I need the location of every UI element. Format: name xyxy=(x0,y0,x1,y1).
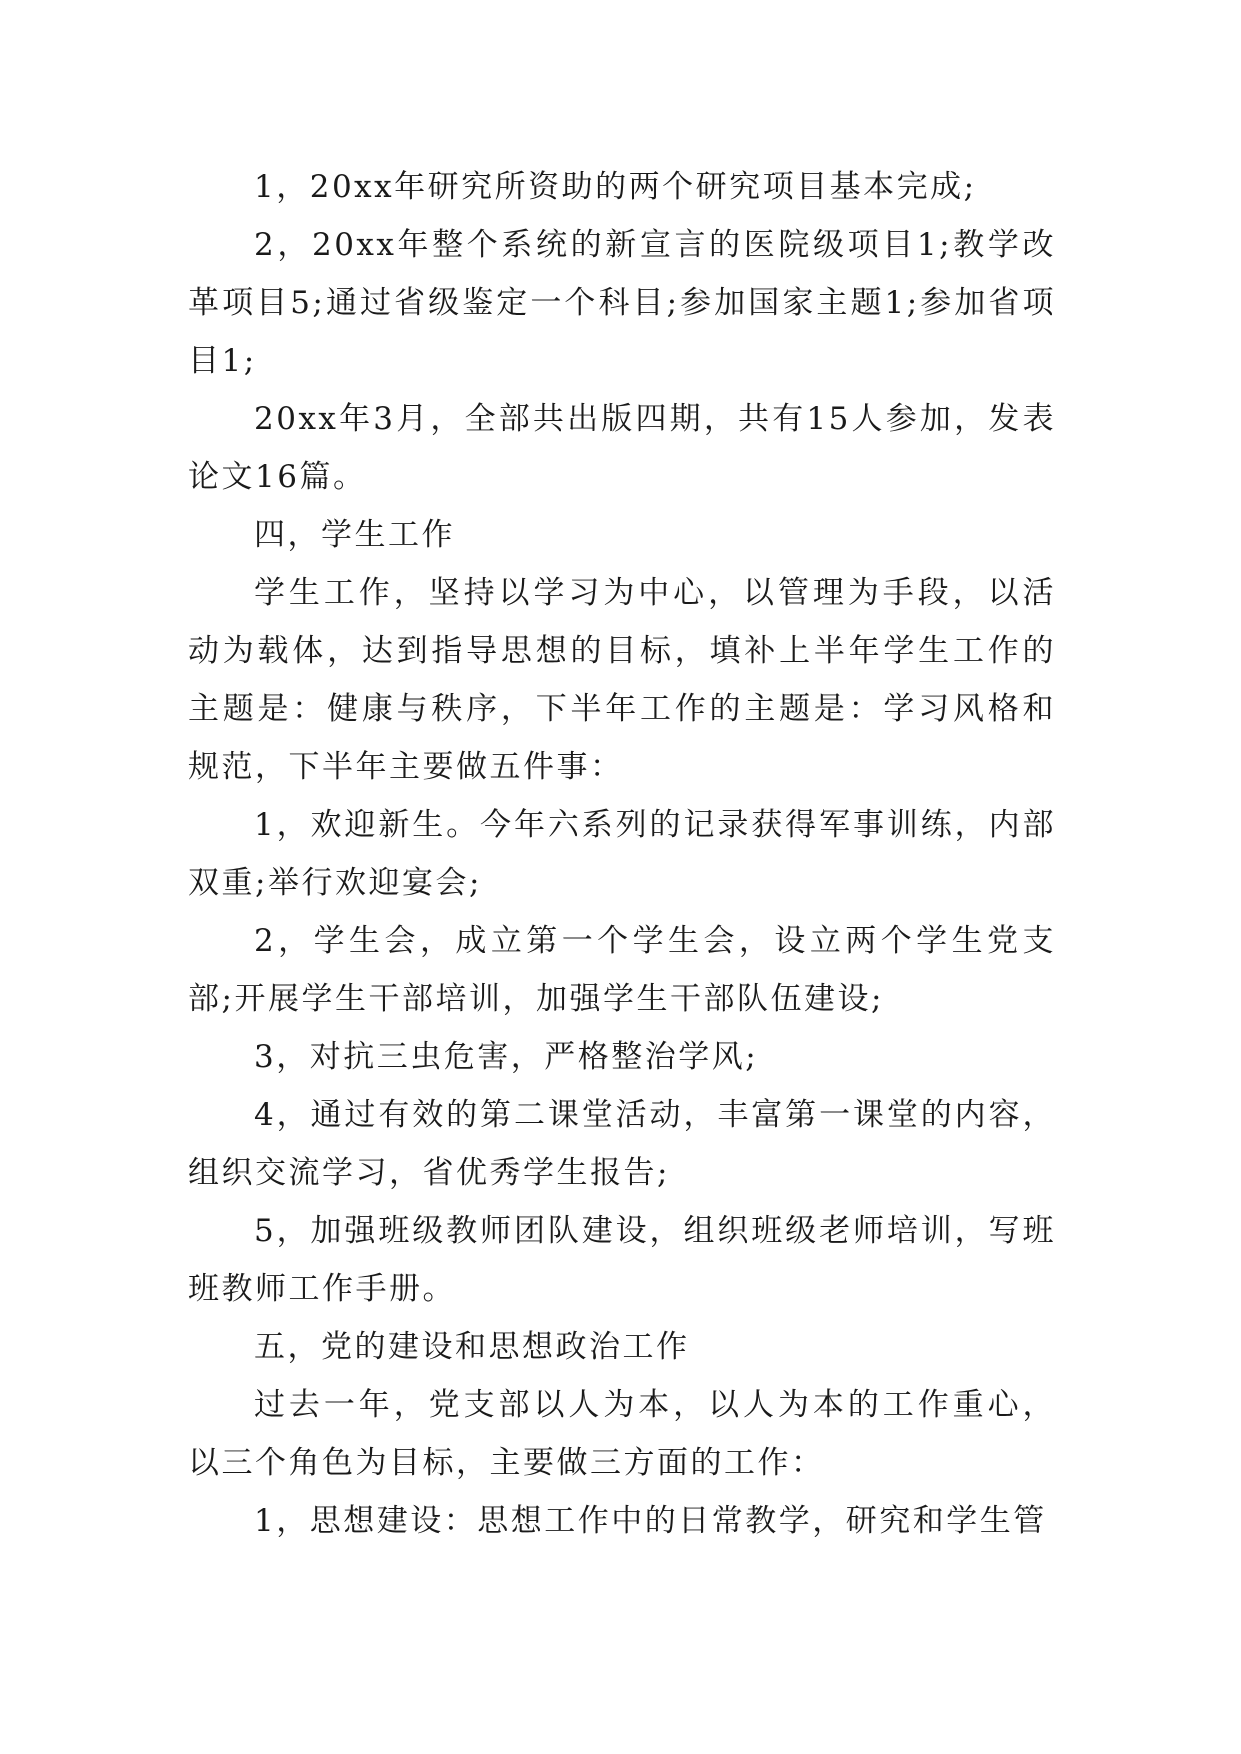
paragraph: 过去一年，党支部以人为本，以人为本的工作重心，以三个角色为目标，主要做三方面的工作： xyxy=(188,1387,1056,1481)
section-heading: 四，学生工作 xyxy=(254,517,455,553)
paragraph: 20xx年3月，全部共出版四期，共有15人参加，发表论文16篇。 xyxy=(188,401,1056,495)
list-item: 5，加强班级教师团队建设，组织班级老师培训，写班班教师工作手册。 xyxy=(188,1213,1056,1307)
paragraph: 2，20xx年整个系统的新宣言的医院级项目1;教学改革项目5;通过省级鉴定一个科目;参加国家主题1;参加省项目1; xyxy=(188,227,1056,379)
section-heading: 五，党的建设和思想政治工作 xyxy=(254,1329,690,1365)
paragraph: 学生工作，坚持以学习为中心，以管理为手段，以活动为载体，达到指导思想的目标，填补上半年学生工作的主题是：健康与秩序，下半年工作的主题是：学习风格和规范，下半年主要做五件事： xyxy=(188,575,1056,785)
document-body xyxy=(188,158,1056,1550)
paragraph: 1，20xx年研究所资助的两个研究项目基本完成; xyxy=(254,169,977,205)
list-item: 1，欢迎新生。今年六系列的记录获得军事训练，内部双重;举行欢迎宴会; xyxy=(188,807,1056,901)
list-item: 1，思想建设：思想工作中的日常教学，研究和学生管 xyxy=(254,1503,1047,1539)
list-item: 2，学生会，成立第一个学生会，设立两个学生党支部;开展学生干部培训，加强学生干部队伍建设; xyxy=(188,923,1056,1017)
list-item: 3，对抗三虫危害，严格整治学风; xyxy=(254,1039,759,1075)
list-item: 4，通过有效的第二课堂活动，丰富第一课堂的内容，组织交流学习，省优秀学生报告; xyxy=(188,1097,1056,1191)
